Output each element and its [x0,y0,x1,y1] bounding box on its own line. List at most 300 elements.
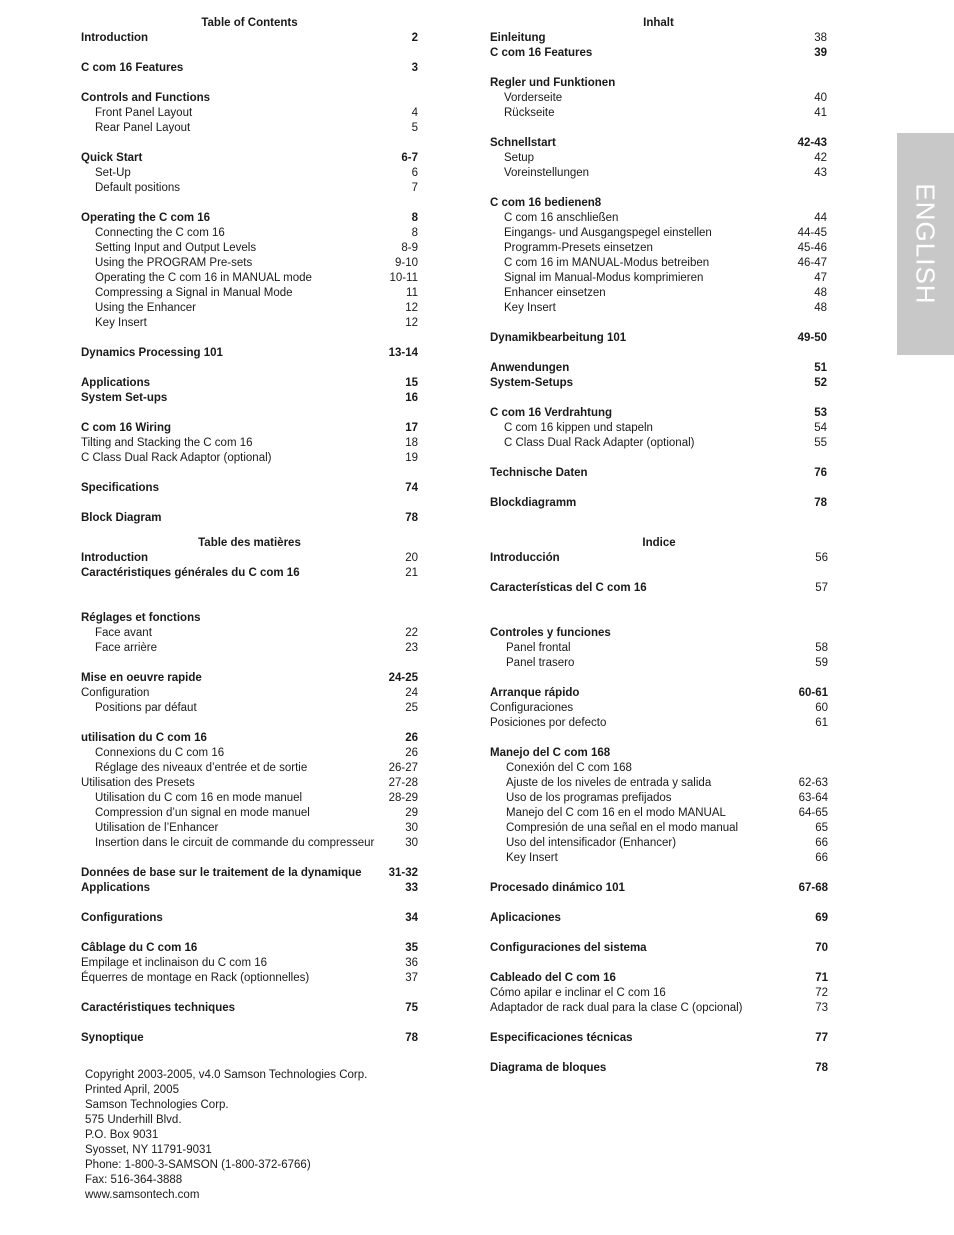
toc-subsection-entry [81,451,418,466]
toc-entry-label: Dynamikbearbeitung 101 [490,332,627,344]
toc-subsection-entry [81,686,418,701]
toc-entry-page: 19 [405,452,418,464]
toc-subsection-entry [490,986,828,1001]
toc-entry-label: Configurations [81,912,163,924]
toc-section-entry [490,1061,828,1076]
toc-entry-label: Using the PROGRAM Pre-sets [95,257,253,269]
toc-section-entry [81,481,418,496]
toc-subsection-entry [81,121,418,136]
toc-entry-label: Key Insert [506,852,558,864]
toc-entry-page: 28-29 [388,792,418,804]
toc-section-entry [81,511,418,526]
toc-entry-label: Dynamics Processing 101 [81,347,223,359]
toc-spacer [81,986,418,1001]
copyright-line: Samson Technologies Corp. [85,1099,229,1111]
toc-subsection-entry [81,746,418,761]
toc-entry-label: Équerres de montage en Rack (optionnelles) [81,972,310,984]
toc-subsection-entry [490,211,827,226]
toc-subsection-entry [81,271,418,286]
toc-entry-label: Utilisation des Presets [81,777,195,789]
toc-entry-label: Connecting the C com 16 [95,227,225,239]
toc-subsection-entry [81,286,418,301]
toc-subsection-entry [490,641,828,656]
toc-entry-label: Anwendungen [490,362,570,374]
toc-entry-label: Cableado del C com 16 [490,972,616,984]
toc-entry-page: 2 [411,32,418,44]
toc-entry-label: Réglages et fonctions [81,612,201,624]
toc-spacer [490,926,828,941]
toc-spacer [490,346,827,361]
toc-subsection-entry [81,316,418,331]
toc-subsection-entry [490,421,827,436]
toc-entry-page: 73 [815,1002,828,1014]
toc-subsection-entry [490,301,827,316]
toc-subsection-entry [490,776,828,791]
toc-section-entry [490,136,827,151]
toc-spacer [490,611,828,626]
toc-subsection-entry [81,806,418,821]
toc-entry-page: 12 [405,302,418,314]
toc-section-entry [81,346,418,361]
toc-subsection-entry [490,286,827,301]
toc-entry-label: Données de base sur le traitement de la dynamique [81,867,362,879]
toc-subsection-entry [81,761,418,776]
toc-entry-page: 53 [814,407,827,419]
toc-spacer [81,406,418,421]
toc-subsection-entry [81,241,418,256]
toc-entry-label: Arranque rápido [490,687,580,699]
toc-spacer [81,46,418,61]
toc-entry-page: 67-68 [798,882,828,894]
toc-entry-page: 44 [814,212,827,224]
toc-entry-label: Front Panel Layout [95,107,193,119]
copyright-line: P.O. Box 9031 [85,1129,159,1141]
toc-entry-page: 41 [814,107,827,119]
toc-section-entry [81,731,418,746]
toc-subsection-entry [490,166,827,181]
toc-entry-page: 4 [411,107,418,119]
toc-entry-label: Introduction [81,552,149,564]
toc-entry-label: utilisation du C com 16 [81,732,207,744]
toc-section-entry [81,866,418,881]
toc-entry-label: Caractéristiques techniques [81,1002,236,1014]
toc-entry-page: 66 [815,852,828,864]
toc-section-entry [81,1001,418,1016]
toc-section-entry [490,331,827,346]
toc-entry-page: 5 [411,122,418,134]
toc-entry-page: 54 [814,422,827,434]
toc-entry-page: 76 [814,467,827,479]
toc-entry-page: 58 [815,642,828,654]
toc-english [81,16,418,526]
toc-spacer [81,656,418,671]
toc-section-entry [81,376,418,391]
toc-entry-label: C Class Dual Rack Adapter (optional) [504,437,695,449]
toc-spacer [81,1016,418,1031]
toc-spacer [490,451,827,466]
toc-spacer [490,596,828,611]
toc-entry-label: Utilisation du C com 16 en mode manuel [95,792,303,804]
toc-entry-page: 78 [405,1032,418,1044]
toc-entry-page: 55 [814,437,827,449]
toc-entry-page: 10-11 [389,272,418,284]
toc-subsection-entry [490,226,827,241]
copyright-line: www.samsontech.com [85,1189,200,1201]
toc-entry-label: C com 16 bedienen8 [490,197,602,209]
toc-subsection-entry [490,436,827,451]
toc-entry-label: Procesado dinámico 101 [490,882,625,894]
toc-entry-label: Setting Input and Output Levels [95,242,257,254]
toc-subsection-entry [81,436,418,451]
toc-entry-page: 8 [411,212,418,224]
toc-entry-label: Rear Panel Layout [95,122,191,134]
toc-entry-page: 59 [815,657,828,669]
toc-subsection-entry [81,106,418,121]
toc-entry-label: Connexions du C com 16 [95,747,225,759]
toc-spacer [81,466,418,481]
toc-entry-page: 11 [406,287,418,299]
toc-entry-page: 46-47 [797,257,827,269]
toc-entry-label: Key Insert [95,317,147,329]
toc-entry-page: 62-63 [798,777,828,789]
toc-entry-label: Rückseite [504,107,555,119]
toc-entry-label: Voreinstellungen [504,167,590,179]
toc-entry-label: Manejo del C com 16 en el modo MANUAL [506,807,726,819]
toc-entry-page: 7 [411,182,418,194]
toc-spacer [490,1016,828,1031]
toc-entry-page: 20 [405,552,418,564]
toc-entry-label: Empilage et inclinaison du C com 16 [81,957,268,969]
toc-entry-page: 47 [814,272,827,284]
toc-subsection-entry [81,956,418,971]
toc-subsection-entry [81,181,418,196]
toc-entry-page: 60 [815,702,828,714]
toc-entry-label: Positions par défaut [95,702,197,714]
toc-section-entry [490,46,827,61]
toc-section-entry [81,671,418,686]
toc-entry-label: Mise en oeuvre rapide [81,672,202,684]
toc-entry-label: Configuraciones [490,702,574,714]
toc-entry-page: 69 [815,912,828,924]
toc-entry-label: C com 16 Features [490,47,593,59]
toc-section-entry [81,911,418,926]
toc-section-entry [490,1031,828,1046]
toc-title-german: Inhalt [643,17,674,29]
toc-entry-label: Face avant [95,627,152,639]
toc-subsection-entry [81,821,418,836]
toc-entry-label: Regler und Funktionen [490,77,616,89]
toc-entry-page: 30 [405,837,418,849]
toc-entry-page: 44-45 [797,227,827,239]
toc-entry-label: Enhancer einsetzen [504,287,606,299]
toc-entry-label: Operating the C com 16 [81,212,211,224]
toc-subsection-entry [490,256,827,271]
toc-entry-label: Conexión del C com 168 [506,762,632,774]
toc-entry-page: 71 [815,972,828,984]
toc-subsection-entry [490,716,828,731]
toc-entry-page: 70 [815,942,828,954]
toc-entry-page: 48 [814,287,827,299]
toc-entry-label: Aplicaciones [490,912,561,924]
toc-title-spanish: Indice [642,537,676,549]
toc-entry-page: 75 [405,1002,418,1014]
toc-section-entry [81,881,418,896]
toc-spacer [490,61,827,76]
toc-entry-page: 74 [405,482,418,494]
toc-entry-page: 77 [815,1032,828,1044]
toc-title-english: Table of Contents [201,17,298,29]
toc-entry-label: Programm-Presets einsetzen [504,242,653,254]
toc-subsection-entry [490,106,827,121]
toc-entry-label: Compression d’un signal en mode manuel [95,807,310,819]
toc-section-entry [490,361,827,376]
toc-section-entry [490,496,827,511]
toc-entry-page: 13-14 [388,347,418,359]
toc-spacer [490,121,827,136]
toc-subsection-entry [490,271,827,286]
toc-entry-page: 60-61 [798,687,828,699]
toc-section-entry [81,941,418,956]
toc-entry-label: Setup [504,152,535,164]
toc-entry-label: Blockdiagramm [490,497,577,509]
toc-entry-page: 38 [814,32,827,44]
toc-section-entry [81,611,418,626]
toc-entry-page: 27-28 [388,777,418,789]
toc-section-entry [490,31,827,46]
toc-entry-page: 23 [405,642,418,654]
toc-entry-label: Uso de los programas prefijados [506,792,672,804]
toc-entry-label: Posiciones por defecto [490,717,607,729]
toc-entry-label: Block Diagram [81,512,162,524]
toc-section-entry [490,941,828,956]
toc-section-entry [490,911,828,926]
toc-spacer [490,896,828,911]
toc-entry-label: Vorderseite [504,92,563,104]
toc-section-entry [81,91,418,106]
toc-entry-page: 30 [405,822,418,834]
toc-entry-page: 78 [815,1062,828,1074]
toc-entry-page: 78 [814,497,827,509]
toc-entry-label: Tilting and Stacking the C com 16 [81,437,253,449]
toc-entry-page: 12 [405,317,418,329]
toc-entry-label: Adaptador de rack dual para la clase C (opcional) [490,1002,743,1014]
toc-spacer [81,896,418,911]
toc-spacer [81,716,418,731]
toc-spacer [81,926,418,941]
toc-subsection-entry [81,301,418,316]
toc-section-entry [81,1031,418,1046]
toc-subsection-entry [81,836,418,851]
toc-entry-page: 40 [814,92,827,104]
toc-german [490,16,827,511]
toc-spacer [490,181,827,196]
toc-spacer [81,76,418,91]
toc-spacer [490,316,827,331]
toc-title-french: Table des matières [198,537,301,549]
toc-entry-page: 26-27 [388,762,418,774]
toc-entry-page: 24 [405,687,418,699]
toc-section-entry [490,76,827,91]
toc-entry-label: Panel trasero [506,657,575,669]
toc-subsection-entry [81,626,418,641]
toc-entry-label: Introduction [81,32,149,44]
toc-section-entry [81,31,418,46]
toc-spanish [490,536,828,1076]
toc-subsection-entry [490,836,828,851]
toc-entry-page: 8 [411,227,418,239]
toc-entry-label: Applications [81,882,151,894]
toc-section-entry [490,196,827,211]
toc-subsection-entry [490,1001,828,1016]
toc-section-entry [490,686,828,701]
toc-section-entry [490,376,827,391]
toc-entry-label: Configuration [81,687,150,699]
toc-subsection-entry [81,776,418,791]
toc-entry-page: 25 [405,702,418,714]
toc-entry-label: C com 16 Wiring [81,422,171,434]
toc-french [81,536,418,1046]
copyright-line: 575 Underhill Blvd. [85,1114,182,1126]
toc-entry-page: 3 [411,62,418,74]
toc-spacer [81,851,418,866]
toc-subsection-entry [490,821,828,836]
toc-subsection-entry [81,166,418,181]
toc-entry-page: 36 [405,957,418,969]
toc-spacer [81,136,418,151]
toc-entry-label: Applications [81,377,151,389]
toc-entry-page: 48 [814,302,827,314]
toc-entry-page: 42-43 [797,137,827,149]
toc-subsection-entry [81,641,418,656]
toc-entry-page: 26 [405,732,418,744]
toc-spacer [490,866,828,881]
toc-entry-label: Utilisation de l’Enhancer [95,822,219,834]
toc-entry-page: 42 [814,152,827,164]
toc-entry-page: 33 [405,882,418,894]
toc-entry-page: 34 [405,912,418,924]
toc-section-entry [490,971,828,986]
toc-entry-label: Diagrama de bloques [490,1062,607,1074]
toc-entry-page: 63-64 [798,792,828,804]
toc-spacer [490,731,828,746]
toc-entry-label: Technische Daten [490,467,588,479]
toc-entry-label: Insertion dans le circuit de commande du compresseur [95,837,375,849]
toc-subsection-entry [490,241,827,256]
toc-entry-page: 17 [405,422,418,434]
toc-entry-page: 52 [814,377,827,389]
toc-section-entry [490,746,828,761]
toc-section-entry [490,881,828,896]
toc-entry-page: 15 [405,377,418,389]
language-tab [897,133,954,355]
toc-entry-label: Einleitung [490,32,546,44]
toc-entry-page: 9-10 [394,257,418,269]
toc-entry-label: Câblage du C com 16 [81,942,198,954]
toc-spacer [81,196,418,211]
toc-entry-label: Ajuste de los niveles de entrada y salida [506,777,712,789]
copyright-block [85,1068,405,1203]
copyright-line: Fax: 516-364-3888 [85,1174,183,1186]
toc-entry-label: Réglage des niveaux d’entrée et de sortie [95,762,308,774]
copyright-line: Syosset, NY 11791-9031 [85,1144,212,1156]
toc-spacer [81,581,418,596]
toc-entry-label: Especificaciones técnicas [490,1032,633,1044]
toc-subsection-entry [81,791,418,806]
toc-section-entry [81,566,418,581]
toc-entry-label: Caractéristiques générales du C com 16 [81,567,300,579]
toc-entry-page: 64-65 [798,807,828,819]
toc-entry-label: Cómo apilar e inclinar el C com 16 [490,987,666,999]
toc-entry-page: 61 [815,717,828,729]
toc-entry-page: 56 [815,552,828,564]
toc-entry-label: Using the Enhancer [95,302,197,314]
toc-entry-page: 6 [411,167,418,179]
toc-subsection-entry [81,256,418,271]
toc-entry-label: Introducción [490,552,560,564]
toc-subsection-entry [81,701,418,716]
toc-subsection-entry [490,151,827,166]
toc-section-entry [81,61,418,76]
toc-spacer [490,956,828,971]
toc-entry-label: Schnellstart [490,137,556,149]
toc-entry-page: 49-50 [797,332,827,344]
toc-entry-page: 29 [405,807,418,819]
toc-entry-page: 22 [405,627,418,639]
toc-entry-label: Compressing a Signal in Manual Mode [95,287,293,299]
toc-entry-label: C com 16 anschließen [504,212,619,224]
toc-entry-label: C com 16 Verdrahtung [490,407,613,419]
toc-subsection-entry [81,226,418,241]
toc-entry-label: Panel frontal [506,642,571,654]
toc-entry-page: 8-9 [401,242,418,254]
language-tab-label: ENGLISH [910,183,941,305]
toc-subsection-entry [490,791,828,806]
toc-section-entry [81,421,418,436]
toc-entry-label: Key Insert [504,302,556,314]
toc-entry-label: Eingangs- und Ausgangspegel einstellen [504,227,712,239]
toc-section-entry [490,466,827,481]
toc-entry-label: System Set-ups [81,392,168,404]
toc-entry-page: 45-46 [797,242,827,254]
toc-entry-page: 35 [405,942,418,954]
toc-entry-label: Default positions [95,182,181,194]
toc-subsection-entry [490,761,828,776]
toc-subsection-entry [81,971,418,986]
toc-entry-page: 78 [405,512,418,524]
toc-entry-page: 16 [405,392,418,404]
toc-subsection-entry [490,656,828,671]
toc-section-entry [81,211,418,226]
toc-entry-label: Configuraciones del sistema [490,942,647,954]
toc-entry-page: 37 [405,972,418,984]
toc-spacer [81,496,418,511]
toc-entry-label: Synoptique [81,1032,144,1044]
toc-spacer [490,671,828,686]
toc-entry-page: 18 [405,437,418,449]
toc-spacer [490,1046,828,1061]
toc-section-entry [81,391,418,406]
copyright-line: Phone: 1-800-3-SAMSON (1-800-372-6766) [85,1159,311,1171]
toc-section-entry [490,581,828,596]
toc-entry-label: Controls and Functions [81,92,211,104]
toc-entry-label: Controles y funciones [490,627,611,639]
copyright-line: Copyright 2003-2005, v4.0 Samson Technologies Corp. [85,1069,368,1081]
toc-section-entry [490,551,828,566]
toc-entry-page: 66 [815,837,828,849]
toc-entry-page: 72 [815,987,828,999]
toc-section-entry [490,626,828,641]
toc-spacer [81,331,418,346]
